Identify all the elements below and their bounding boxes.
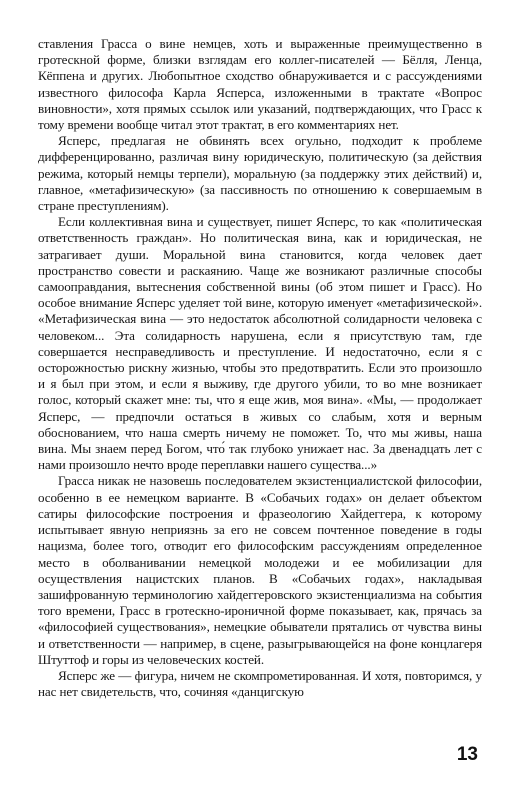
page-number: 13 xyxy=(456,744,478,765)
paragraph-1: ставления Грасса о вине немцев, хоть и выраженные преимущественно в гротескной форме, близки взглядам его коллег-писателей — Бёлля, Ленца, Кёппена и других. Любопытное сходство обнаруживается и с рассуждениями известного философа Карла Ясперса, изложенными в трактате «Вопрос виновности», хотя прямых ссылок или указаний, подтверждающих, что Грасс к тому времени вообще читал этот трактат, в его комментариях нет. xyxy=(38,36,482,133)
page-body xyxy=(38,36,482,700)
paragraph-2: Ясперс, предлагая не обвинять всех огульно, подходит к проблеме дифференцированно, различая вину юридическую, политическую (за действия режима, который немцы терпели), моральную (за поддержку этих действий) и, главное, «метафизическую» (за пассивность по отношению к совершаемым в стране преступлениям). xyxy=(38,133,482,214)
paragraph-5: Ясперс же — фигура, ничем не скомпрометированная. И хотя, повторимся, у нас нет свидетельств, что, сочиняя «данцигскую xyxy=(38,667,482,700)
paragraph-4: Грасса никак не назовешь последователем экзистенциалистской философии, особенно в ее немецком варианте. В «Собачьих годах» он делает объектом сатиры философские построения и фразеологию Хайдеггера, к которому испытывает явную неприязнь за его не совсем почтенное поведение в годы нацизма, более того, отводит его философским рассуждениям определенное место в оболванивании немецкой молодежи и ее мобилизации для осуществления нацистских планов. В «Собачьих годах», накладывая зашифрованную терминологию хайдеггеровского экзистенциализма на события того времени, Грасс в гротескно-ироничной форме показывает, как, прячась за «философией существования», немецкие обыватели прятались от чувства вины и ответственности — например, в сцене, разыгрывающейся на фоне концлагеря Штуттоф и горы из человеческих костей. xyxy=(38,473,482,667)
paragraph-3: Если коллективная вина и существует, пишет Ясперс, то как «политическая ответственность граждан». Но политическая вина, как и юридическая, не затрагивает души. Моральной вина становится, когда человек дает пространство совести и раскаянию. Чаще же возникают различные способы самооправдания, вытеснения собственной вины (об этом пишет и Грасс). Но особое внимание Ясперс уделяет той вине, которую именует «метафизической». «Метафизическая вина — это недостаток абсолютной солидарности человека с человеком... Эта солидарность нарушена, если я присутствую там, где совершается несправедливость и преступление. И недостаточно, если я с осторожностью рискну жизнью, чтобы это предотвратить. Если это произошло и я был при этом, и если я выживу, где другого убили, то во мне возникает голос, который скажет мне: ты, что я еще жив, моя вина». «Мы, — продолжает Ясперс, — предпочли остаться в живых со слабым, хотя и верным обоснованием, что наша смерть ничему не поможет. То, что мы живы, наша вина. Мы знаем перед Богом, что́ так глубоко унижает нас. За двенадцать лет с нами произошло нечто вроде переплавки нашего существа...» xyxy=(38,214,482,473)
